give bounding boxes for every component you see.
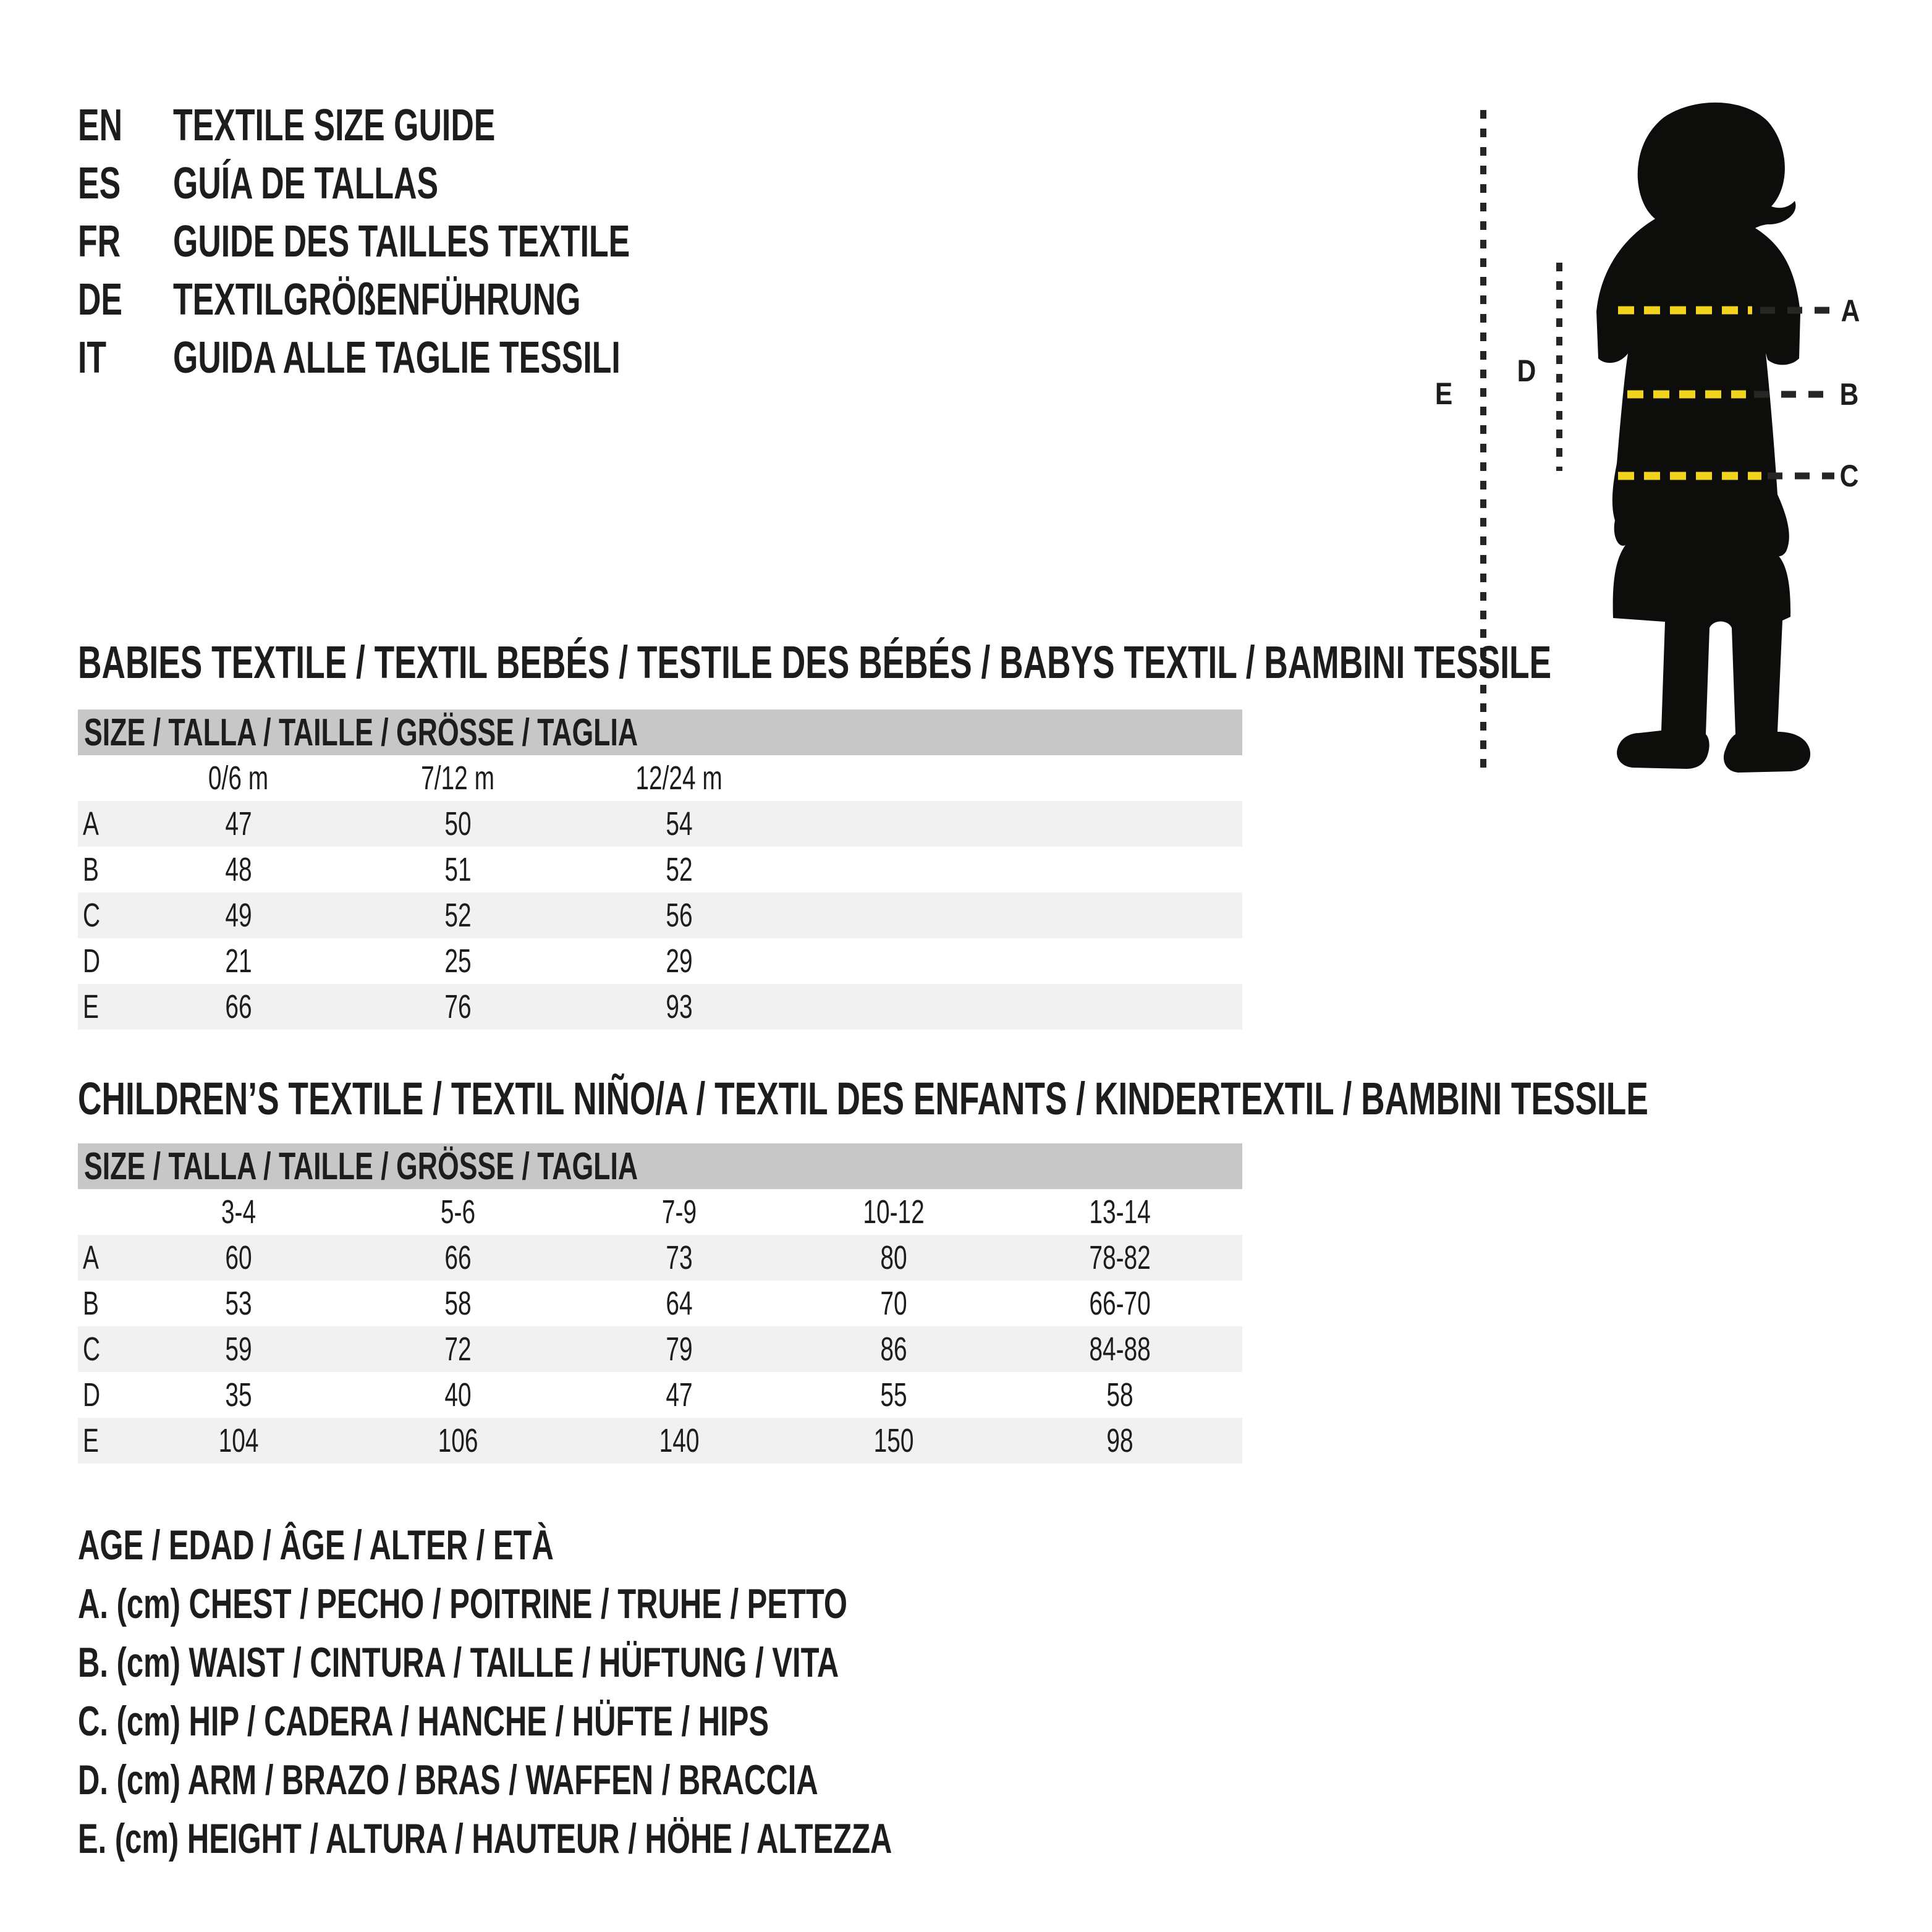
legend-item-waist: B. (cm) WAIST / CINTURA / TAILLE / HÜFTUNG / VITA: [78, 1638, 839, 1686]
children-row-c: [78, 1326, 1242, 1372]
language-title: TEXTILE SIZE GUIDE: [173, 101, 496, 150]
cell: 51: [444, 851, 472, 888]
babies-row-b: [78, 847, 1242, 892]
cell: 98: [1106, 1422, 1133, 1459]
row-label: A: [83, 1239, 99, 1276]
measure-label-b: B: [1839, 377, 1859, 412]
babies-col-0-6m: 0/6 m: [208, 760, 269, 797]
language-title: GUIDA ALLE TAGLIE TESSILI: [173, 333, 621, 383]
language-code: FR: [78, 217, 121, 266]
language-row-fr: [78, 213, 808, 271]
language-code: EN: [78, 101, 123, 150]
measure-label-d: D: [1517, 354, 1536, 388]
cell: 70: [880, 1285, 907, 1322]
row-label: A: [83, 805, 99, 842]
children-col-13-14: 13-14: [1089, 1193, 1151, 1231]
legend-item-arm: D. (cm) ARM / BRAZO / BRAS / WAFFEN / BRACCIA: [78, 1756, 818, 1803]
row-label: D: [83, 943, 101, 980]
language-row-es: [78, 155, 808, 213]
cell: 25: [444, 943, 472, 980]
cell: 35: [225, 1376, 252, 1413]
row-label: B: [83, 851, 99, 888]
cell: 80: [880, 1239, 907, 1276]
measure-label-e: E: [1434, 376, 1453, 411]
language-title-list: [78, 96, 808, 387]
cell: 47: [666, 1376, 693, 1413]
cell: 56: [666, 897, 693, 934]
cell: 86: [880, 1331, 907, 1368]
children-row-d: [78, 1372, 1242, 1418]
measure-label-c: C: [1839, 459, 1859, 493]
cell: 52: [444, 897, 472, 934]
row-label: E: [83, 1422, 99, 1459]
cell: 93: [666, 988, 693, 1025]
children-col-3-4: 3-4: [221, 1193, 256, 1231]
language-code: IT: [78, 333, 107, 383]
measurement-legend: [78, 1515, 1209, 1868]
babies-row-a: [78, 801, 1242, 847]
language-row-en: [78, 96, 808, 155]
children-row-e: [78, 1418, 1242, 1464]
children-row-b: [78, 1281, 1242, 1326]
legend-item-chest: A. (cm) CHEST / PECHO / POITRINE / TRUHE / PETTO: [78, 1580, 847, 1627]
cell: 150: [873, 1422, 914, 1459]
cell: 104: [218, 1422, 259, 1459]
cell: 73: [666, 1239, 693, 1276]
babies-section-title: BABIES TEXTILE / TEXTIL BEBÉS / TESTILE DES BÉBÉS / BABYS TEXTIL / BAMBINI TESSILE: [78, 637, 1552, 688]
row-label: B: [83, 1285, 99, 1322]
cell: 59: [225, 1331, 252, 1368]
row-label: C: [83, 1331, 101, 1368]
language-title: GUIDE DES TAILLES TEXTILE: [173, 217, 630, 266]
children-size-header-bar: SIZE / TALLA / TAILLE / GRÖSSE / TAGLIA: [78, 1143, 1242, 1189]
babies-col-7-12m: 7/12 m: [421, 760, 495, 797]
cell: 21: [225, 943, 252, 980]
cell: 79: [666, 1331, 693, 1368]
cell: 47: [225, 805, 252, 842]
babies-col-12-24m: 12/24 m: [635, 760, 723, 797]
language-row-it: [78, 329, 808, 387]
legend-item-hip: C. (cm) HIP / CADERA / HANCHE / HÜFTE / HIPS: [78, 1697, 769, 1745]
children-col-10-12: 10-12: [863, 1193, 925, 1231]
cell: 48: [225, 851, 252, 888]
language-code: ES: [78, 159, 121, 208]
cell: 64: [666, 1285, 693, 1322]
cell: 58: [444, 1285, 472, 1322]
cell: 140: [659, 1422, 700, 1459]
cell: 53: [225, 1285, 252, 1322]
legend-item-height: E. (cm) HEIGHT / ALTURA / HAUTEUR / HÖHE / ALTEZZA: [78, 1815, 892, 1862]
cell: 66: [444, 1239, 472, 1276]
language-code: DE: [78, 275, 123, 324]
legend-item-age: AGE / EDAD / ÂGE / ALTER / ETÀ: [78, 1521, 554, 1569]
cell: 76: [444, 988, 472, 1025]
babies-row-d: [78, 938, 1242, 984]
cell: 84-88: [1089, 1331, 1151, 1368]
language-row-de: [78, 271, 808, 329]
cell: 50: [444, 805, 472, 842]
cell: 40: [444, 1376, 472, 1413]
children-row-a: [78, 1235, 1242, 1281]
row-label: D: [83, 1376, 101, 1413]
babies-row-c: [78, 892, 1242, 938]
language-title: GUÍA DE TALLAS: [173, 159, 439, 208]
children-section-title: CHILDREN’S TEXTILE / TEXTIL NIÑO/A / TEXTIL DES ENFANTS / KINDERTEXTIL / BAMBINI TESSILE: [78, 1073, 1648, 1124]
cell: 58: [1106, 1376, 1133, 1413]
cell: 52: [666, 851, 693, 888]
row-label: E: [83, 988, 99, 1025]
cell: 29: [666, 943, 693, 980]
measure-label-a: A: [1841, 294, 1860, 328]
cell: 66: [225, 988, 252, 1025]
babies-row-e: [78, 984, 1242, 1030]
babies-size-header-bar: SIZE / TALLA / TAILLE / GRÖSSE / TAGLIA: [78, 710, 1242, 755]
cell: 49: [225, 897, 252, 934]
cell: 106: [438, 1422, 478, 1459]
babies-column-header-row: [78, 755, 1242, 801]
cell: 55: [880, 1376, 907, 1413]
children-column-header-row: [78, 1189, 1242, 1235]
children-col-7-9: 7-9: [661, 1193, 697, 1231]
row-label: C: [83, 897, 101, 934]
cell: 72: [444, 1331, 472, 1368]
cell: 78-82: [1089, 1239, 1151, 1276]
cell: 66-70: [1089, 1285, 1151, 1322]
cell: 54: [666, 805, 693, 842]
cell: 60: [225, 1239, 252, 1276]
children-col-5-6: 5-6: [440, 1193, 476, 1231]
language-title: TEXTILGRÖßENFÜHRUNG: [173, 275, 581, 324]
